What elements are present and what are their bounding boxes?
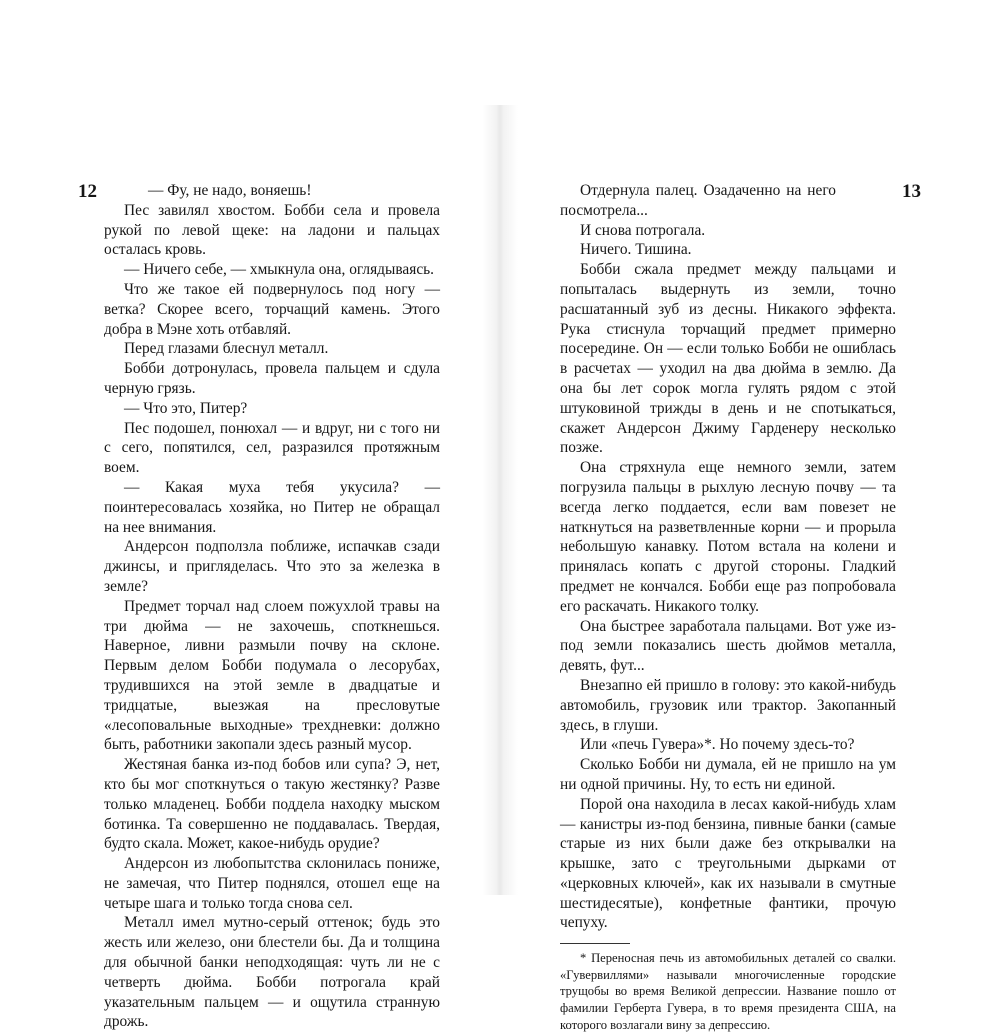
right-page-text [560,181,896,1033]
book-gutter [482,105,518,895]
footnote-rule [560,943,630,944]
paragraph: Она стряхнула еще немного земли, затем погрузила пальцы в рыхлую лесную почву — та всегда легко поддается, если вам повезет не наткнуться на разветвленные корни — и прорыла небольшую канавку. Потом встала на колени и принялась копать с другой стороны. Гладкий предмет не кончался. Бобби еще раз попробовала его раскачать. Никакого толку. [560,459,896,615]
paragraph: Металл имел мутно-серый оттенок; будь это жесть или железо, они блестели бы. Да и толщина для обычной банки неподходящая: чуть ли не с четверть дюйма. Бобби потрогала край указательным пальцем — и ощутила странную дрожь. [104,914,440,1031]
paragraph: Или «печь Гувера»*. Но почему здесь-то? [580,736,855,754]
page-number-left: 12 [78,181,97,202]
paragraph: Сколько Бобби ни думала, ей не пришло на ум ни одной причины. Ну, то есть ни единой. [560,756,896,793]
paragraph: Бобби дотронулась, провела пальцем и сдула черную грязь. [104,360,440,397]
paragraph: Внезапно ей пришло в голову: это какой-нибудь автомобиль, грузовик или трактор. Закопанный здесь, в глуши. [560,676,896,734]
paragraph: Что же такое ей подвернулось под ногу — ветка? Скорее всего, торчащий камень. Этого добра в Мэне хоть отбавляй. [104,280,440,338]
footnote: * Переносная печь из автомобильных деталей со свалки. «Гувервиллями» называли многочисленные городские трущобы во время Великой депрессии. Название пошло от фамилии Герберта Гувера, в то время президента США, на которого возлагали вину за депрессию. [560,951,896,1032]
paragraph: Андерсон подползла поближе, испачкав сзади джинсы, и пригляделась. Что это за железка в земле? [104,538,440,595]
paragraph: Жестяная банка из-под бобов или супа? Э, нет, кто бы мог споткнуться о такую жестянку? Разве только младенец. Бобби поддела находку мыском ботинка. Та совершенно не поддавалась. Твердая, будто скала. Может, какое-нибудь орудие? [104,756,440,853]
paragraph: — Что это, Питер? [124,399,248,417]
paragraph: И снова потрогала. [580,221,706,239]
paragraph: — Фу, не надо, воняешь! [148,182,312,199]
paragraph: Пес завилял хвостом. Бобби села и провела рукой по левой щеке: на ладони и пальцах осталась кровь. [104,201,440,259]
paragraph: Отдернула палец. Озадаченно на него посмотрела... [560,182,836,219]
paragraph: Андерсон из любопытства склонилась пониже, не замечая, что Питер поднялся, отошел еще на четыре шага и только тогда снова сел. [104,855,440,912]
paragraph: — Ничего себе, — хмыкнула она, оглядываясь. [124,261,435,279]
left-page-text [104,181,440,1032]
paragraph: Перед глазами блеснул металл. [124,340,329,358]
paragraph: Пес подошел, понюхал — и вдруг, ни с того ни с сего, попятился, сел, разразился протяжным воем. [104,419,440,477]
page-number-right: 13 [902,181,921,202]
paragraph: Предмет торчал над слоем пожухлой травы на три дюйма — не захочешь, споткнешься. Наверное, ливни размыли почву на склоне. Первым делом Бобби подумала о лесорубах, трудившихся на этой земле в двадцатые и тридцатые, выезжая на пресловутые «лесоповальные выходные» трехдневки: должно быть, работники закопали здесь разный мусор. [104,597,440,754]
paragraph: — Какая муха тебя укусила? — поинтересовалась хозяйка, но Питер не обращал на нее внимания. [104,478,440,536]
paragraph: Бобби сжала предмет между пальцами и попыталась выдернуть из земли, точно расшатанный зуб из десны. Никакого эффекта. Рука стиснула торчащий предмет примерно посередине. Он — если только Бобби не ошиблась в расчетах — уходил на два дюйма в землю. Да она бы лет сорок могла гулять рядом с этой штуковиной трижды в день и не спотыкаться, скажет Андерсон Джиму Гарденеру несколько позже. [560,261,896,457]
paragraph: Ничего. Тишина. [580,241,692,259]
paragraph: Она быстрее заработала пальцами. Вот уже из-под земли показались шесть дюймов металла, девять, фут... [560,617,896,675]
paragraph: Порой она находила в лесах какой-нибудь хлам — канистры из-под бензина, пивные банки (самые старые из них были даже без открывалки на крышке, зато с треугольными дырками от «церковных ключей», как их называли в смутные шестидесятые), конфетные фантики, прочую чепуху. [560,795,896,932]
